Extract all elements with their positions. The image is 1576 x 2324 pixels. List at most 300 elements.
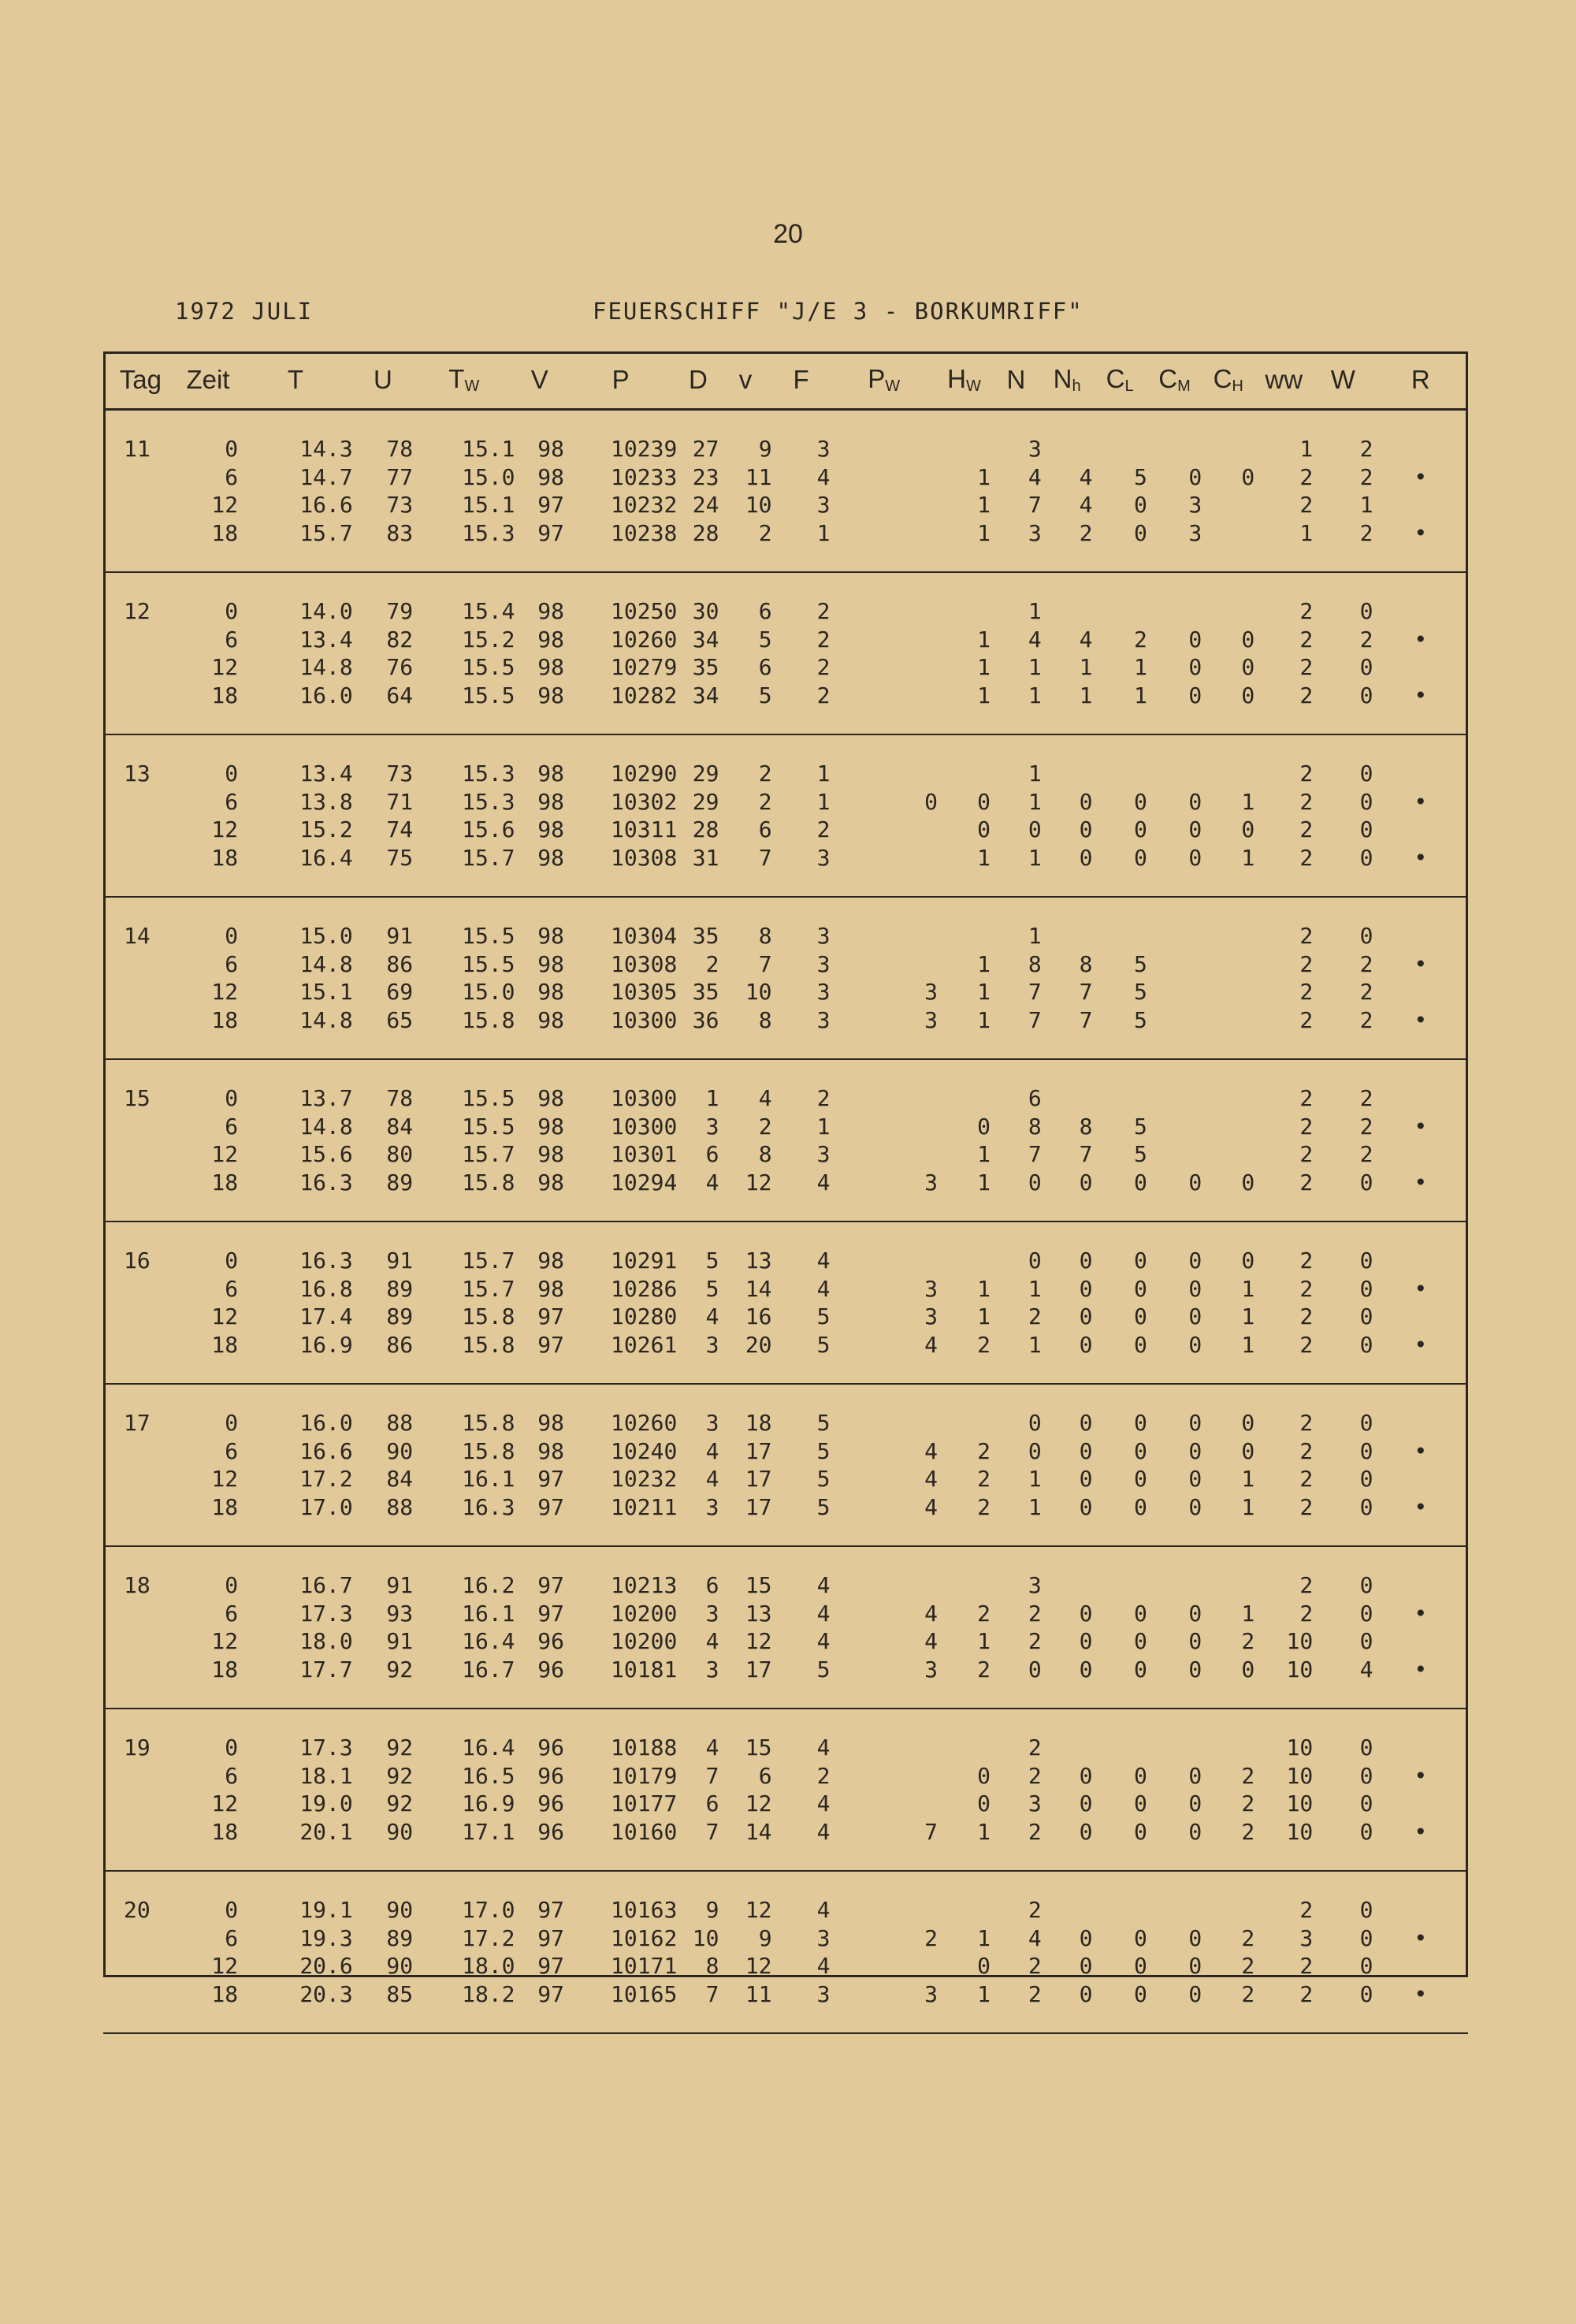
cell-hw [938, 1247, 991, 1275]
cell-hw: 1 [977, 1628, 991, 1655]
cell-nh: 4 [1079, 463, 1093, 490]
cell-nh: 0 [1079, 1600, 1093, 1627]
cell-cm: 0 [1188, 1953, 1202, 1980]
cell-d: 6 [705, 1572, 719, 1599]
cell-r [1373, 1140, 1468, 1169]
cell-cl: 0 [1133, 816, 1147, 843]
cell-tag [103, 1006, 178, 1035]
cell-tag [103, 1952, 178, 1980]
cell-cl: 0 [1133, 1628, 1147, 1655]
cell-zeit: 12 [211, 1303, 239, 1330]
cell-tag [103, 844, 178, 872]
cell-v: 16 [745, 1303, 772, 1330]
cell-p: 10239 [611, 436, 678, 463]
cell-ww: 2 [1299, 1169, 1314, 1195]
col-p: P [564, 351, 677, 410]
cell-hw: 1 [977, 463, 991, 490]
cell-p: 10311 [611, 816, 678, 843]
table-row [103, 1627, 1468, 1656]
cell-hw: 2 [977, 1331, 991, 1358]
cell-u: 90 [386, 1818, 414, 1845]
cell-ch [1202, 1084, 1254, 1113]
cell-p: 10211 [611, 1493, 678, 1520]
cell-cl: 0 [1133, 1600, 1147, 1627]
cell-pw: 4 [924, 1600, 938, 1627]
cell-hw: 0 [977, 816, 991, 843]
cell-cm: 0 [1188, 626, 1202, 653]
col-u: U [353, 351, 413, 410]
cell-cm [1147, 1140, 1202, 1169]
cell-v: 12 [745, 1897, 772, 1924]
block-spacer [103, 1546, 1468, 1571]
cell-w: 0 [1359, 1762, 1373, 1789]
cell-w: 0 [1359, 1600, 1373, 1627]
block-spacer [103, 897, 1468, 922]
cell-v: 15 [745, 1735, 772, 1761]
cell-t: 18.1 [299, 1762, 353, 1789]
cell-w: 0 [1359, 1493, 1373, 1520]
cell-cl: 1 [1133, 654, 1147, 681]
cell-cl: 5 [1133, 1006, 1147, 1033]
cell-u: 91 [386, 1628, 414, 1655]
cell-p: 10294 [611, 1169, 678, 1195]
cell-d: 27 [692, 436, 719, 463]
cell-tag [103, 788, 178, 816]
cell-d: 4 [705, 1437, 719, 1464]
cell-v: 4 [758, 1085, 772, 1112]
cell-hw: 1 [977, 682, 991, 708]
cell-tw: 15.0 [462, 463, 515, 490]
cell-tw: 15.1 [462, 436, 515, 463]
cell-u: 79 [386, 598, 414, 625]
cell-v: 13 [745, 1248, 772, 1274]
cell-zeit: 12 [211, 1790, 239, 1817]
cell-f: 2 [816, 598, 831, 625]
cell-ww: 2 [1299, 760, 1314, 787]
cell-n: 0 [1028, 1656, 1042, 1683]
cell-tw: 16.7 [462, 1656, 515, 1683]
cell-p: 10181 [611, 1656, 678, 1683]
cell-hw: 1 [977, 1303, 991, 1330]
cell-u: 64 [386, 682, 414, 708]
cell-v: 98 [537, 1141, 564, 1168]
cell-ch: 0 [1241, 626, 1255, 653]
cell-r [1373, 1084, 1468, 1113]
block-spacer [103, 1221, 1468, 1247]
cell-f: 4 [816, 1572, 831, 1599]
cell-cm: 3 [1188, 492, 1202, 519]
cell-r: • [1414, 1169, 1428, 1195]
cell-zeit: 18 [211, 1006, 239, 1033]
cell-r: • [1414, 950, 1428, 977]
cell-f: 3 [816, 979, 831, 1006]
cell-tag: 15 [124, 1085, 151, 1112]
cell-n: 8 [1028, 1113, 1042, 1140]
cell-ww: 3 [1299, 1924, 1314, 1951]
cell-hw: 1 [977, 1006, 991, 1033]
cell-zeit: 18 [211, 1980, 239, 2007]
cell-t: 14.0 [299, 598, 353, 625]
cell-v: 8 [758, 1141, 772, 1168]
cell-t: 20.3 [299, 1980, 353, 2007]
cell-hw: 2 [977, 1466, 991, 1493]
cell-zeit: 6 [225, 1762, 239, 1789]
header-year-month: 1972 JULI [175, 298, 314, 325]
cell-zeit: 12 [211, 1466, 239, 1493]
cell-u: 89 [386, 1169, 414, 1195]
cell-pw [831, 1409, 938, 1437]
cell-v: 98 [537, 1006, 564, 1033]
cell-r [1373, 435, 1468, 463]
cell-v: 17 [745, 1656, 772, 1683]
cell-d: 10 [692, 1924, 719, 1951]
cell-hw: 1 [977, 626, 991, 653]
cell-d: 7 [705, 1818, 719, 1845]
cell-t: 14.7 [299, 463, 353, 490]
cell-f: 1 [816, 760, 831, 787]
cell-pw: 4 [924, 1628, 938, 1655]
cell-nh: 0 [1079, 1331, 1093, 1358]
cell-p: 10188 [611, 1735, 678, 1761]
cell-v: 97 [537, 492, 564, 519]
cell-ch: 2 [1241, 1628, 1255, 1655]
cell-ch [1202, 519, 1254, 548]
cell-tw: 15.0 [462, 979, 515, 1006]
cell-ww: 2 [1299, 1897, 1314, 1924]
cell-r [1373, 1896, 1468, 1924]
cell-tw: 16.2 [462, 1572, 515, 1599]
cell-w: 0 [1359, 760, 1373, 787]
cell-r [1373, 1303, 1468, 1331]
cell-pw: 3 [924, 1275, 938, 1302]
cell-d: 4 [705, 1735, 719, 1761]
cell-tag [103, 626, 178, 654]
cell-v: 12 [745, 1169, 772, 1195]
cell-ww: 2 [1299, 1006, 1314, 1033]
cell-tw: 15.8 [462, 1303, 515, 1330]
cell-v: 97 [537, 1572, 564, 1599]
table-row [103, 950, 1468, 979]
cell-p: 10280 [611, 1303, 678, 1330]
cell-d: 3 [705, 1656, 719, 1683]
cell-tw: 16.1 [462, 1466, 515, 1493]
cell-f: 4 [816, 1628, 831, 1655]
cell-n: 2 [1028, 1303, 1042, 1330]
cell-w: 0 [1359, 788, 1373, 815]
cell-tag [103, 653, 178, 682]
cell-v: 98 [537, 1410, 564, 1437]
cell-tag [103, 1140, 178, 1169]
cell-u: 76 [386, 654, 414, 681]
cell-w: 0 [1359, 1331, 1373, 1358]
cell-ch [1202, 1140, 1254, 1169]
cell-cl: 0 [1133, 1656, 1147, 1683]
cell-p: 10238 [611, 519, 678, 546]
cell-zeit: 6 [225, 788, 239, 815]
cell-hw: 0 [977, 1953, 991, 1980]
cell-t: 18.0 [299, 1628, 353, 1655]
cell-nh: 1 [1079, 682, 1093, 708]
cell-hw: 2 [977, 1437, 991, 1464]
cell-p: 10286 [611, 1275, 678, 1302]
cell-tag [103, 1790, 178, 1818]
cell-v: 98 [537, 844, 564, 871]
cell-f: 4 [816, 1600, 831, 1627]
cell-cl [1092, 1084, 1147, 1113]
cell-f: 3 [816, 492, 831, 519]
cell-d: 3 [705, 1331, 719, 1358]
cell-pw [831, 1113, 938, 1141]
cell-v: 20 [745, 1331, 772, 1358]
cell-hw: 1 [977, 979, 991, 1006]
cell-ww: 2 [1299, 788, 1314, 815]
cell-r: • [1414, 1331, 1428, 1358]
cell-cm [1147, 1113, 1202, 1141]
cell-w: 2 [1359, 463, 1373, 490]
cell-n: 4 [1028, 1924, 1042, 1951]
cell-n: 2 [1028, 1897, 1042, 1924]
cell-p: 10232 [611, 492, 678, 519]
cell-tw: 16.9 [462, 1790, 515, 1817]
cell-f: 4 [816, 1790, 831, 1817]
cell-t: 16.7 [299, 1572, 353, 1599]
table-row [103, 1140, 1468, 1169]
cell-t: 14.8 [299, 1006, 353, 1033]
block-spacer [103, 1196, 1468, 1221]
cell-u: 88 [386, 1493, 414, 1520]
cell-ch: 0 [1241, 1437, 1255, 1464]
cell-f: 2 [816, 1085, 831, 1112]
cell-cm: 0 [1188, 1493, 1202, 1520]
cell-f: 3 [816, 1141, 831, 1168]
cell-ww: 2 [1299, 1113, 1314, 1140]
cell-t: 13.7 [299, 1085, 353, 1112]
block-spacer [103, 1871, 1468, 1896]
cell-tw: 15.4 [462, 598, 515, 625]
cell-nh [1042, 1084, 1093, 1113]
cell-p: 10165 [611, 1980, 678, 2007]
col-hw: $H_W$ [938, 351, 991, 410]
cell-d: 28 [692, 816, 719, 843]
cell-u: 91 [386, 923, 414, 950]
cell-v: 2 [758, 519, 772, 546]
cell-nh: 0 [1079, 1656, 1093, 1683]
table-row [103, 1896, 1468, 1924]
cell-ch [1202, 922, 1254, 950]
cell-u: 86 [386, 1331, 414, 1358]
cell-w: 2 [1359, 1006, 1373, 1033]
cell-tw: 15.8 [462, 1006, 515, 1033]
block-spacer [103, 1683, 1468, 1709]
block-spacer [103, 734, 1468, 760]
cell-nh: 0 [1079, 1980, 1093, 2007]
cell-n: 1 [1028, 788, 1042, 815]
cell-ch [1202, 1571, 1254, 1600]
cell-tw: 15.3 [462, 788, 515, 815]
cell-n: 1 [1028, 1331, 1042, 1358]
cell-r: • [1414, 1006, 1428, 1033]
cell-r: • [1414, 1818, 1428, 1845]
cell-w: 0 [1359, 1248, 1373, 1274]
cell-w: 0 [1359, 598, 1373, 625]
cell-r [1373, 978, 1468, 1006]
cell-tag [103, 1437, 178, 1466]
cell-nh: 1 [1079, 654, 1093, 681]
cell-cm: 0 [1188, 844, 1202, 871]
cell-t: 15.7 [299, 519, 353, 546]
cell-ww: 2 [1299, 1466, 1314, 1493]
cell-ww: 2 [1299, 1303, 1314, 1330]
cell-nh: 7 [1079, 1006, 1093, 1033]
cell-v: 11 [745, 1980, 772, 2007]
cell-t: 19.3 [299, 1924, 353, 1951]
cell-zeit: 6 [225, 950, 239, 977]
cell-u: 92 [386, 1735, 414, 1761]
cell-ch: 2 [1241, 1953, 1255, 1980]
cell-tag [103, 1627, 178, 1656]
cell-ch: 2 [1241, 1762, 1255, 1789]
cell-d: 35 [692, 654, 719, 681]
col-tag: Tag [103, 351, 178, 410]
cell-nh: 0 [1079, 1762, 1093, 1789]
cell-nh: 7 [1079, 1141, 1093, 1168]
cell-p: 10200 [611, 1600, 678, 1627]
cell-u: 80 [386, 1141, 414, 1168]
cell-cm [1147, 950, 1202, 979]
cell-r: • [1414, 626, 1428, 653]
cell-tag: 13 [124, 760, 151, 787]
table-row [103, 1409, 1468, 1437]
cell-r: • [1414, 463, 1428, 490]
cell-tag: 11 [124, 436, 151, 463]
cell-d: 9 [705, 1897, 719, 1924]
cell-pw [831, 1084, 938, 1113]
cell-u: 74 [386, 816, 414, 843]
cell-w: 0 [1359, 682, 1373, 708]
cell-cl: 0 [1133, 1275, 1147, 1302]
cell-pw [831, 1247, 938, 1275]
col-v-speed: v [719, 351, 772, 410]
table-row [103, 435, 1468, 463]
cell-cl: 0 [1133, 1248, 1147, 1274]
cell-n: 1 [1028, 1275, 1042, 1302]
cell-v: 97 [537, 1303, 564, 1330]
cell-t: 13.4 [299, 626, 353, 653]
cell-tag [103, 1600, 178, 1628]
cell-tag [103, 1762, 178, 1790]
cell-u: 84 [386, 1113, 414, 1140]
cell-d: 3 [705, 1410, 719, 1437]
cell-u: 78 [386, 1085, 414, 1112]
cell-zeit: 12 [211, 1953, 239, 1980]
cell-cl: 0 [1133, 519, 1147, 546]
cell-zeit: 0 [225, 598, 239, 625]
cell-hw: 1 [977, 1141, 991, 1168]
cell-n: 0 [1028, 1169, 1042, 1195]
table-row [103, 1006, 1468, 1035]
cell-zeit: 0 [225, 1897, 239, 1924]
cell-ww: 2 [1299, 654, 1314, 681]
block-spacer [103, 1359, 1468, 1384]
cell-nh [1042, 1734, 1093, 1762]
cell-d: 3 [705, 1113, 719, 1140]
cell-tag [103, 1980, 178, 2009]
cell-cl: 0 [1133, 1924, 1147, 1951]
cell-tw: 15.5 [462, 923, 515, 950]
cell-ch: 1 [1241, 1600, 1255, 1627]
cell-t: 15.6 [299, 1141, 353, 1168]
cell-pw: 4 [924, 1493, 938, 1520]
cell-p: 10290 [611, 760, 678, 787]
cell-ww: 2 [1299, 950, 1314, 977]
cell-pw: 4 [924, 1331, 938, 1358]
cell-v: 6 [758, 1762, 772, 1789]
cell-v: 96 [537, 1628, 564, 1655]
cell-t: 15.1 [299, 979, 353, 1006]
cell-r [1373, 1627, 1468, 1656]
cell-nh: 0 [1079, 1628, 1093, 1655]
cell-nh: 0 [1079, 1466, 1093, 1493]
col-nh: $N_h$ [1042, 351, 1093, 410]
cell-hw [938, 922, 991, 950]
cell-nh: 7 [1079, 979, 1093, 1006]
block-spacer [103, 2008, 1468, 2033]
cell-pw [831, 1790, 938, 1818]
cell-t: 16.6 [299, 492, 353, 519]
cell-ww: 10 [1286, 1628, 1314, 1655]
cell-pw [831, 682, 938, 710]
cell-tw: 15.2 [462, 626, 515, 653]
cell-cm: 0 [1188, 816, 1202, 843]
cell-ch: 0 [1241, 654, 1255, 681]
cell-pw [831, 653, 938, 682]
cell-nh: 0 [1079, 1169, 1093, 1195]
cell-r [1373, 760, 1468, 788]
block-spacer [103, 1521, 1468, 1546]
cell-hw: 2 [977, 1493, 991, 1520]
cell-n: 2 [1028, 1600, 1042, 1627]
cell-f: 2 [816, 816, 831, 843]
cell-ww: 10 [1286, 1818, 1314, 1845]
cell-u: 69 [386, 979, 414, 1006]
cell-cl [1092, 922, 1147, 950]
cell-zeit: 0 [225, 1572, 239, 1599]
cell-f: 3 [816, 923, 831, 950]
cell-p: 10240 [611, 1437, 678, 1464]
cell-tw: 15.8 [462, 1331, 515, 1358]
cell-zeit: 18 [211, 1818, 239, 1845]
cell-u: 84 [386, 1466, 414, 1493]
header-row [103, 351, 1468, 410]
cell-v: 10 [745, 492, 772, 519]
cell-f: 5 [816, 1410, 831, 1437]
cell-w: 0 [1359, 654, 1373, 681]
cell-hw: 1 [977, 1924, 991, 1951]
cell-pw [831, 950, 938, 979]
cell-f: 1 [816, 519, 831, 546]
cell-ch [1202, 978, 1254, 1006]
cell-nh: 0 [1079, 1275, 1093, 1302]
cell-u: 73 [386, 760, 414, 787]
cell-ww: 2 [1299, 1275, 1314, 1302]
cell-tw: 16.1 [462, 1600, 515, 1627]
cell-pw: 3 [924, 1169, 938, 1195]
cell-tw: 15.3 [462, 760, 515, 787]
cell-hw: 1 [977, 1169, 991, 1195]
cell-n: 1 [1028, 598, 1042, 625]
cell-pw [831, 597, 938, 626]
table-row [103, 682, 1468, 710]
